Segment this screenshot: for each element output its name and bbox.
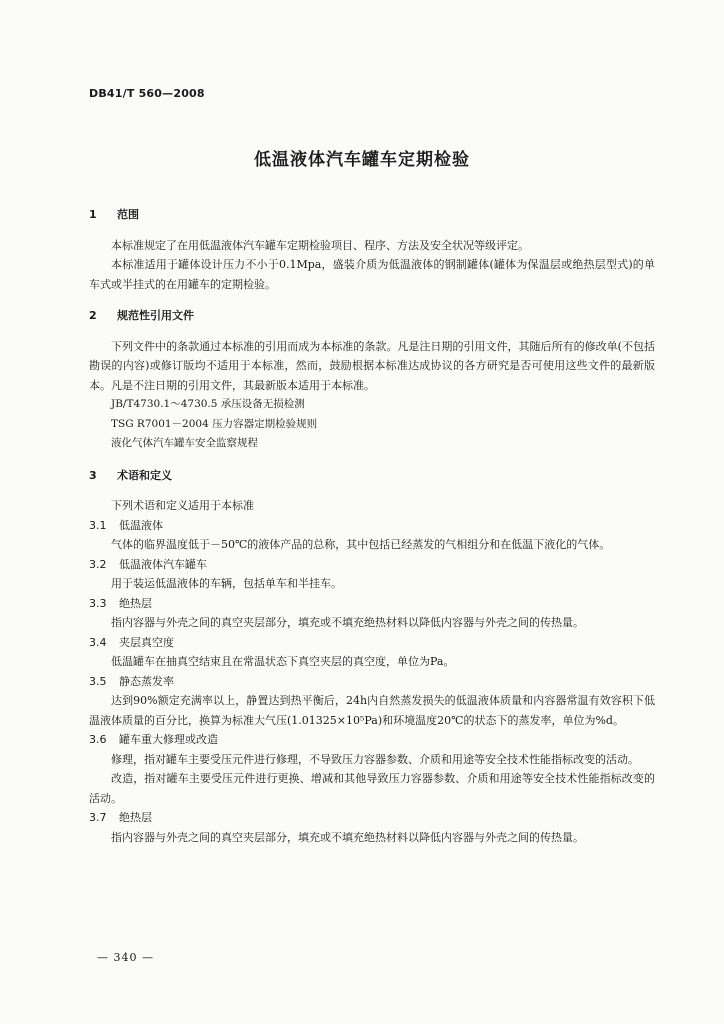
term-definition: 指内容器与外壳之间的真空夹层部分，填充或不填充绝热材料以降低内容器与外壳之间的传热量。 — [111, 830, 584, 844]
paragraph: 本标准适用于罐体设计压力不小于0.1Mpa，盛装介质为低温液体的钢制罐体(罐体为保温层或绝热层型式)的单车式或半挂式的在用罐车的定期检验。 — [89, 258, 655, 291]
term-title: 夹层真空度 — [119, 635, 174, 649]
document-body — [89, 201, 655, 847]
term-title: 绝热层 — [119, 811, 152, 824]
section-title: 范围 — [117, 208, 139, 221]
term-heading — [89, 594, 655, 614]
section-number: 3 — [89, 468, 97, 482]
term-title: 低温液体 — [119, 518, 163, 532]
term-number: 3.3 — [89, 596, 107, 610]
term-title: 绝热层 — [119, 596, 152, 610]
section-heading-normative-references — [89, 302, 655, 326]
term-heading — [89, 672, 655, 692]
term-number: 3.7 — [89, 811, 107, 824]
term-title: 罐车重大修理或改造 — [119, 733, 218, 746]
term-definition: 气体的临界温度低于－50℃的液体产品的总称，其中包括已经蒸发的气相组分和在低温下液化的气体。 — [111, 538, 611, 551]
document-code: DB41/T 560—2008 — [89, 87, 205, 100]
reference-item: TSG R7001－2004 压力容器定期检验规则 — [111, 417, 318, 430]
paragraph: 本标准规定了在用低温液体汽车罐车定期检验项目、程序、方法及安全状况等级评定。 — [111, 238, 529, 252]
section-heading-terms-definitions — [89, 462, 655, 486]
term-heading — [89, 633, 655, 653]
term-definition: 低温罐车在抽真空结束且在常温状态下真空夹层的真空度，单位为Pa。 — [111, 655, 455, 668]
term-heading — [89, 808, 655, 828]
term-number: 3.5 — [89, 674, 107, 688]
section-number: 1 — [89, 208, 97, 221]
paragraph: 下列术语和定义适用于本标准 — [111, 499, 254, 512]
term-number: 3.2 — [89, 557, 107, 571]
term-heading — [89, 730, 655, 750]
term-number: 3.6 — [89, 733, 107, 746]
page-number: — 340 — — [97, 951, 154, 964]
reference-item: JB/T4730.1～4730.5 承压设备无损检测 — [111, 398, 305, 410]
term-definition: 改造，指对罐车主要受压元件进行更换、增减和其他导致压力容器参数、介质和用途等安全技术性能指标改变的活动。 — [89, 772, 655, 805]
term-definition: 修理，指对罐车主要受压元件进行修理，不导致压力容器参数、介质和用途等安全技术性能指标改变的活动。 — [111, 752, 639, 766]
section-number: 2 — [89, 309, 97, 322]
term-title: 静态蒸发率 — [119, 674, 174, 688]
term-number: 3.1 — [89, 518, 107, 532]
section-title: 规范性引用文件 — [117, 309, 194, 322]
paragraph: 下列文件中的条款通过本标准的引用而成为本标准的条款。凡是注日期的引用文件，其随后所有的修改单(不包括勘误的内容)或修订版均不适用于本标准，然而，鼓励根据本标准达成协议的各方研究是否可使用这些文件的最新版本。凡是不注日期的引用文件，其最新版本适用于本标准。 — [89, 339, 655, 392]
term-definition: 用于装运低温液体的车辆，包括单车和半挂车。 — [111, 577, 342, 590]
term-definition: 指内容器与外壳之间的真空夹层部分，填充或不填充绝热材料以降低内容器与外壳之间的传热量。 — [111, 616, 584, 629]
page-title: 低温液体汽车罐车定期检验 — [254, 150, 470, 170]
term-number: 3.4 — [89, 635, 107, 649]
term-heading — [89, 555, 655, 575]
term-heading — [89, 516, 655, 536]
term-title: 低温液体汽车罐车 — [119, 557, 207, 571]
reference-item: 液化气体汽车罐车安全监察规程 — [111, 437, 258, 449]
section-heading-scope — [89, 201, 655, 225]
section-title: 术语和定义 — [117, 468, 172, 482]
term-definition: 达到90%额定充满率以上，静置达到热平衡后，24h内自然蒸发损失的低温液体质量和内容器常温有效容积下低温液体质量的百分比，换算为标准大气压(1.01325×10⁵Pa)和环境温度20℃的状态下的蒸发率，单位为%d。 — [89, 694, 655, 727]
